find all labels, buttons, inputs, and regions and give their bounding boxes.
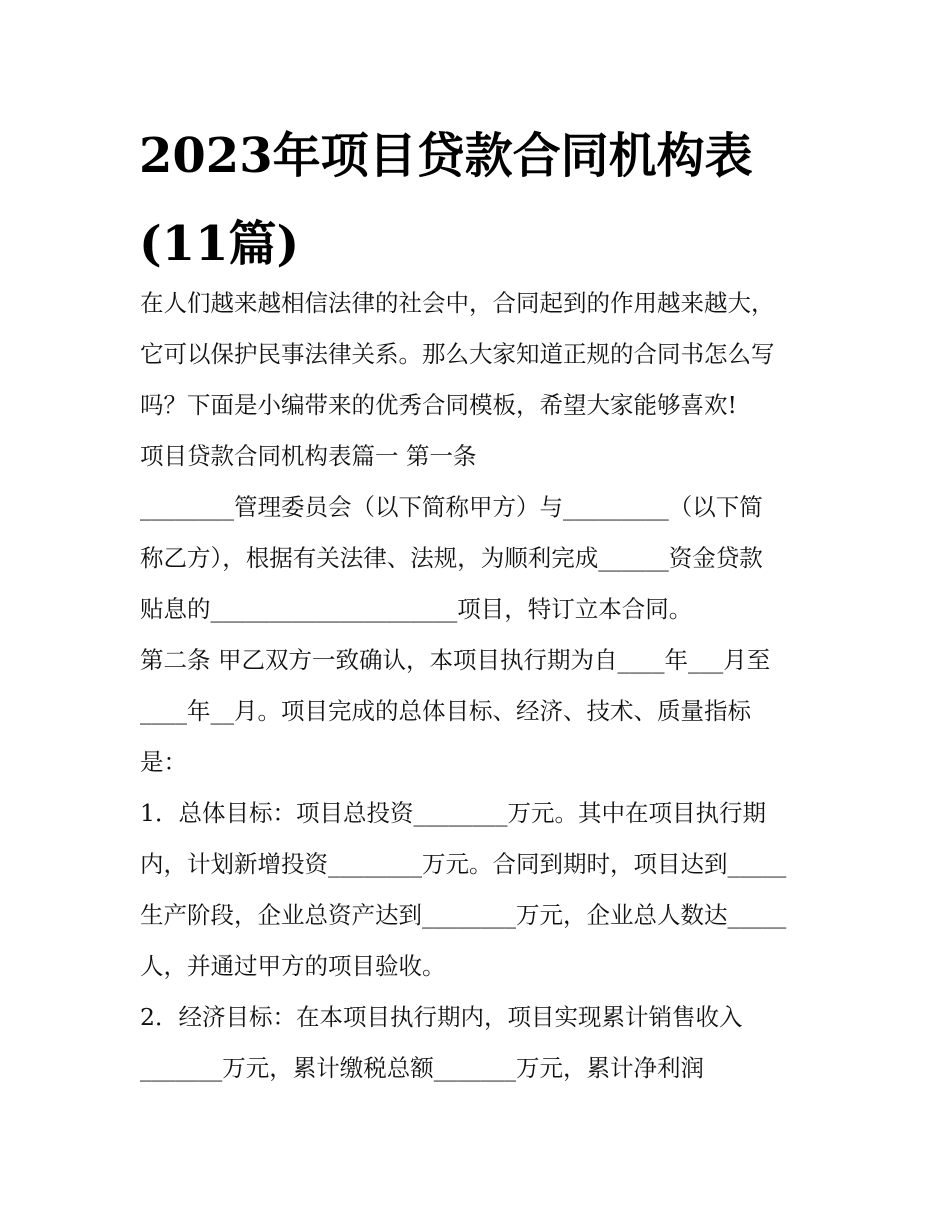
body-line-6: 称乙方），根据有关法律、法规，为顺利完成______资金贷款 bbox=[140, 544, 763, 572]
body-line-14: 人，并通过甲方的项目验收。 bbox=[140, 952, 446, 980]
body-line-16: _______万元，累计缴税总额_______万元，累计净利润 bbox=[140, 1054, 704, 1082]
body-line-1: 在人们越来越相信法律的社会中，合同起到的作用越来越大， bbox=[140, 289, 775, 317]
document-body bbox=[140, 278, 820, 1094]
body-line-9: ____年__月。项目完成的总体目标、经济、技术、质量指标 bbox=[140, 697, 751, 725]
body-line-7: 贴息的_____________________项目，特订立本合同。 bbox=[140, 595, 693, 623]
body-line-12: 内，计划新增投资________万元。合同到期时，项目达到_____ bbox=[140, 850, 787, 878]
body-line-13: 生产阶段，企业总资产达到________万元，企业总人数达_____ bbox=[140, 901, 787, 929]
document-title bbox=[139, 112, 819, 288]
title-line-1: 2023年项目贷款合同机构表 bbox=[139, 128, 753, 184]
body-line-3: 吗？下面是小编带来的优秀合同模板，希望大家能够喜欢! bbox=[140, 391, 737, 419]
body-line-2: 它可以保护民事法律关系。那么大家知道正规的合同书怎么写 bbox=[140, 340, 775, 368]
body-line-15: 2．经济目标：在本项目执行期内，项目实现累计销售收入 bbox=[140, 1003, 743, 1031]
title-line-2: (11篇) bbox=[139, 216, 300, 272]
body-line-11: 1．总体目标：项目总投资________万元。其中在项目执行期 bbox=[140, 799, 766, 827]
body-line-4: 项目贷款合同机构表篇一 第一条 bbox=[140, 442, 477, 470]
body-line-10: 是： bbox=[140, 748, 187, 776]
body-line-8: 第二条 甲乙双方一致确认，本项目执行期为自____年___月至 bbox=[140, 646, 771, 674]
body-line-5: ________管理委员会（以下简称甲方）与_________（以下简 bbox=[140, 493, 763, 521]
